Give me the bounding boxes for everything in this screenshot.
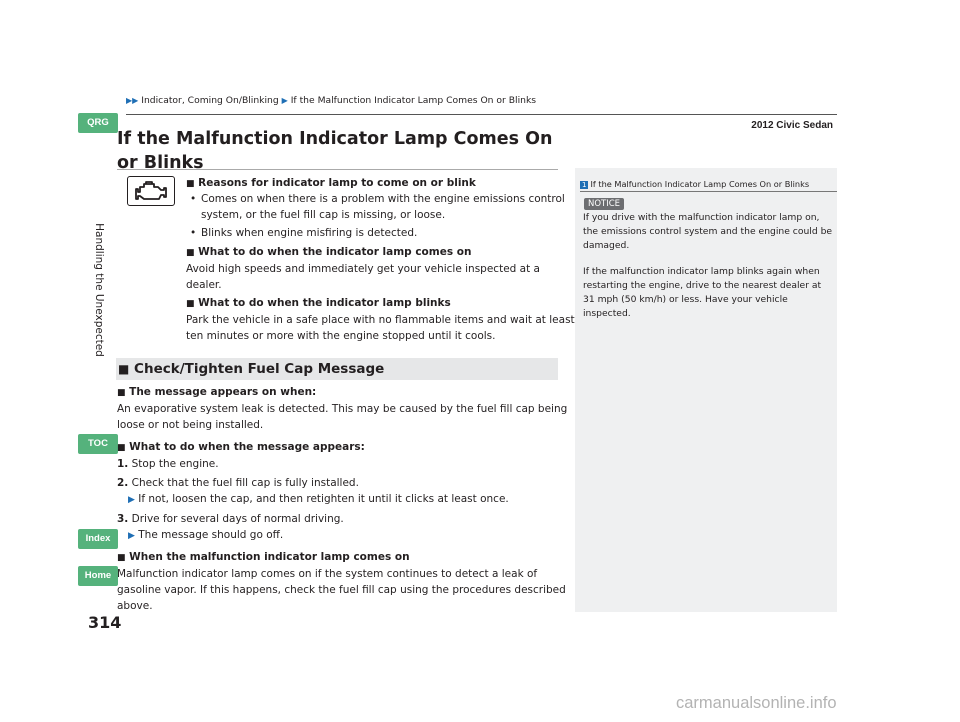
section-label-container: [91, 150, 107, 430]
arrow-right-icon: ▶: [128, 495, 135, 505]
square-bullet-icon: ■: [186, 179, 195, 189]
blinks-line2: ten minutes or more with the engine stopped until it cools.: [186, 330, 496, 342]
page-title-line2: or Blinks: [117, 153, 204, 173]
square-bullet-icon: ■: [118, 362, 130, 376]
mil-line3: above.: [117, 600, 153, 612]
step-1: 1. Stop the engine.: [117, 458, 219, 470]
heading-comes-on: ■ What to do when the indicator lamp comes on: [186, 246, 472, 258]
page-title: [117, 127, 557, 175]
step-3: 3. Drive for several days of normal driving.: [117, 513, 344, 525]
tab-toc[interactable]: TOC: [78, 434, 118, 454]
tab-index[interactable]: Index: [78, 529, 118, 549]
heading-blinks: ■ What to do when the indicator lamp blinks: [186, 297, 451, 309]
title-rule: [117, 169, 558, 170]
square-bullet-icon: ■: [117, 388, 126, 398]
heading-mil-comes-on: ■ When the malfunction indicator lamp comes on: [117, 551, 410, 563]
note-number-badge: 1: [582, 181, 587, 189]
comes-on-line1: Avoid high speeds and immediately get your vehicle inspected at a: [186, 263, 540, 275]
page-number: 314: [88, 613, 122, 632]
model-name: 2012 Civic Sedan: [751, 120, 833, 131]
reasons-bullet1-line1: Comes on when there is a problem with the engine emissions control: [201, 193, 565, 205]
list-item: •: [190, 227, 197, 239]
header-rule: [126, 114, 837, 115]
square-bullet-icon: ■: [186, 299, 195, 309]
mil-line1: Malfunction indicator lamp comes on if the system continues to detect a leak of: [117, 568, 538, 580]
check-engine-icon: [127, 176, 175, 206]
list-item: •: [190, 193, 197, 205]
breadcrumb: [126, 95, 536, 106]
section-label: Handling the Unexpected: [93, 223, 105, 357]
breadcrumb-current: If the Malfunction Indicator Lamp Comes On or Blinks: [290, 95, 537, 106]
comes-on-line2: dealer.: [186, 279, 222, 291]
tab-home[interactable]: Home: [78, 566, 118, 586]
note-paragraph-1: If you drive with the malfunction indicator lamp on, the emissions control system and the engine could be damaged.: [583, 212, 833, 251]
appears-line2: loose or not being installed.: [117, 419, 264, 431]
mil-line2: gasoline vapor. If this happens, check the fuel fill cap using the procedures described: [117, 584, 566, 596]
tab-qrg[interactable]: QRG: [78, 113, 118, 133]
square-bullet-icon: ■: [117, 553, 126, 563]
step-3-sub: ▶ The message should go off.: [128, 529, 284, 541]
step-2: 2. Check that the fuel fill cap is fully installed.: [117, 477, 359, 489]
arrow-right-icon: ▶: [128, 531, 135, 541]
heading-reasons: ■ Reasons for indicator lamp to come on or blink: [186, 177, 476, 189]
notice-badge: NOTICE: [584, 198, 624, 210]
step-2-sub: ▶ If not, loosen the cap, and then retighten it until it clicks at least once.: [128, 493, 509, 505]
appears-line1: An evaporative system leak is detected. This may be caused by the fuel fill cap being: [117, 403, 568, 415]
heading-what-to-do: ■ What to do when the message appears:: [117, 441, 365, 453]
note-heading: 1 If the Malfunction Indicator Lamp Comes On or Blinks: [582, 179, 810, 189]
watermark: carmanualsonline.info: [676, 694, 837, 712]
square-bullet-icon: ■: [117, 443, 126, 453]
page-title-line1: If the Malfunction Indicator Lamp Comes On: [117, 129, 553, 149]
reasons-bullet1-line2: system, or the fuel fill cap is missing, or loose.: [201, 209, 446, 221]
section-banner-title: ■ Check/Tighten Fuel Cap Message: [118, 361, 385, 377]
heading-message-appears: ■ The message appears on when:: [117, 386, 317, 398]
breadcrumb-arrow-icon: ▶▶: [126, 96, 139, 105]
breadcrumb-link-indicator[interactable]: Indicator, Coming On/Blinking: [141, 95, 279, 106]
reasons-bullet2: Blinks when engine misfiring is detected.: [201, 227, 418, 239]
blinks-line1: Park the vehicle in a safe place with no flammable items and wait at least: [186, 314, 575, 326]
breadcrumb-arrow-icon: ▶: [281, 96, 288, 105]
square-bullet-icon: ■: [186, 248, 195, 258]
note-rule: [580, 191, 837, 192]
note-paragraph-2: If the malfunction indicator lamp blinks again when restarting the engine, drive to the nearest dealer at 31 mph (50 km/h) or less. Have your vehicle inspected.: [583, 266, 822, 319]
